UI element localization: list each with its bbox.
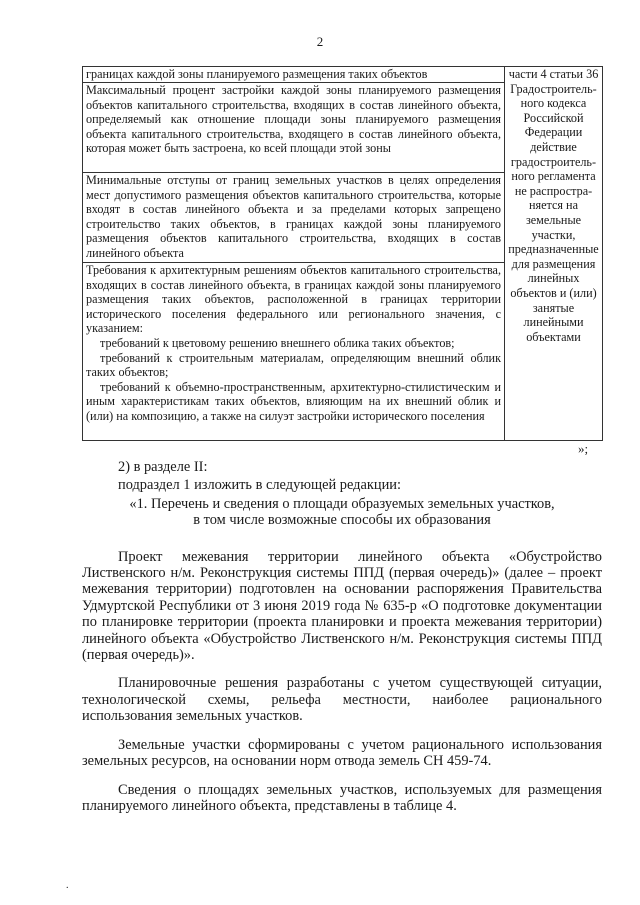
table-row-item: требований к цветовому решению внешнего облика таких объектов; [100,335,455,350]
table-row-intro: Требования к архитектурным решениям объектов капитального строительства, входящих в состав линейного объекта, в границах каждой зоны планируемого размещения таких объектов, расположенной в границах территории исторического поселения федерального или регионального значения, с указанием: [86,263,501,336]
requirements-table [82,66,603,441]
list-item: подраздел 1 изложить в следующей редакции: [118,477,401,494]
note-line: действие [530,139,577,154]
note-line: объектами [526,329,581,344]
paragraph: Земельные участки сформированы с учетом рационального использования земельных ресурсов, на основании норм отвода земель СН 459-74. [82,736,602,770]
paragraph: Планировочные решения разработаны с учетом существующей ситуации, технологической схемы, рельефа местности, наиболее рационального использования земельных участков. [82,675,602,725]
note-line: Российской [523,110,584,125]
note-line: участки, [531,227,576,242]
table-row-item: требований к объемно-пространственным, архитектурно-стилистическим и иным характеристикам таких объектов, влияющим на их внешний облик и (или) на композицию, а также на силуэт застройки исторического поселения [86,379,501,423]
note-line: Градостроитель- [510,81,597,96]
note-line: ного кодекса [520,96,587,111]
table-note-cell [505,67,603,441]
note-line: предназначенные [508,242,599,257]
note-line: няется на [528,198,578,213]
note-line: объектов и (или) [510,285,597,300]
section-heading: «1. Перечень и сведения о площади образуемых земельных участков, [129,495,555,512]
page-number: 2 [316,34,324,49]
section-heading: в том числе возможные способы их образования [193,512,491,529]
table-row [83,263,505,441]
scan-dot: . [66,880,69,891]
note-line: части 4 статьи 36 [508,67,599,81]
list-item: 2) в разделе II: [118,459,208,475]
paragraph: Сведения о площадях земельных участков, используемых для размещения планируемого линейного объекта, представлены в таблице 4. [82,781,602,814]
note-line: линейными [523,315,584,330]
note-line: градостроитель- [510,154,597,169]
table-row: границах каждой зоны планируемого размещения таких объектов [83,67,505,83]
note-line: Федерации [524,125,583,140]
closing-quote: »; [578,441,589,456]
table-row: Минимальные отступы от границ земельных участков в целях определения мест допустимого размещения объектов капитального строительства, которые входят в состав линейного объекта и за пределами которых запрещено строительство таких объектов, в границах каждой зоны планируемого размещения объектов капитального строительства, входящих в состав линейного объекта [83,173,505,263]
note-line: занятые [532,300,575,315]
note-line: земельные [525,212,582,227]
table-row-item: требований к строительным материалам, определяющим внешний облик таких объектов; [86,350,501,380]
table-row: Максимальный процент застройки каждой зоны планируемого размещения объектов капитального строительства, входящих в состав линейного объекта, определяемый как отношение площади зоны планируемого размещения объекта капитального строительства, входящего в состав линейного объекта, которая может быть застроена, ко всей площади этой зоны [83,83,505,173]
note-line: ного регламента [511,169,596,184]
body-text [82,459,602,816]
paragraph: Проект межевания территории линейного объекта «Обустройство Лиственского н/м. Реконструкция системы ППД (первая очередь)» (далее – проект межевания территории) подготовлен на основании распоряжения Правительства Удмуртской Республики от 3 июня 2019 года № 635-р «О подготовке документации по планировке территории (проекта планировки и проекта межевания территории) линейного объекта «Обустройство Лиственского н/м. Реконструкция системы ППД (первая очередь)». [82,548,602,664]
note-line: линейных [527,271,580,286]
note-line: для размещения [511,256,596,271]
note-line: не распростра- [514,183,593,198]
